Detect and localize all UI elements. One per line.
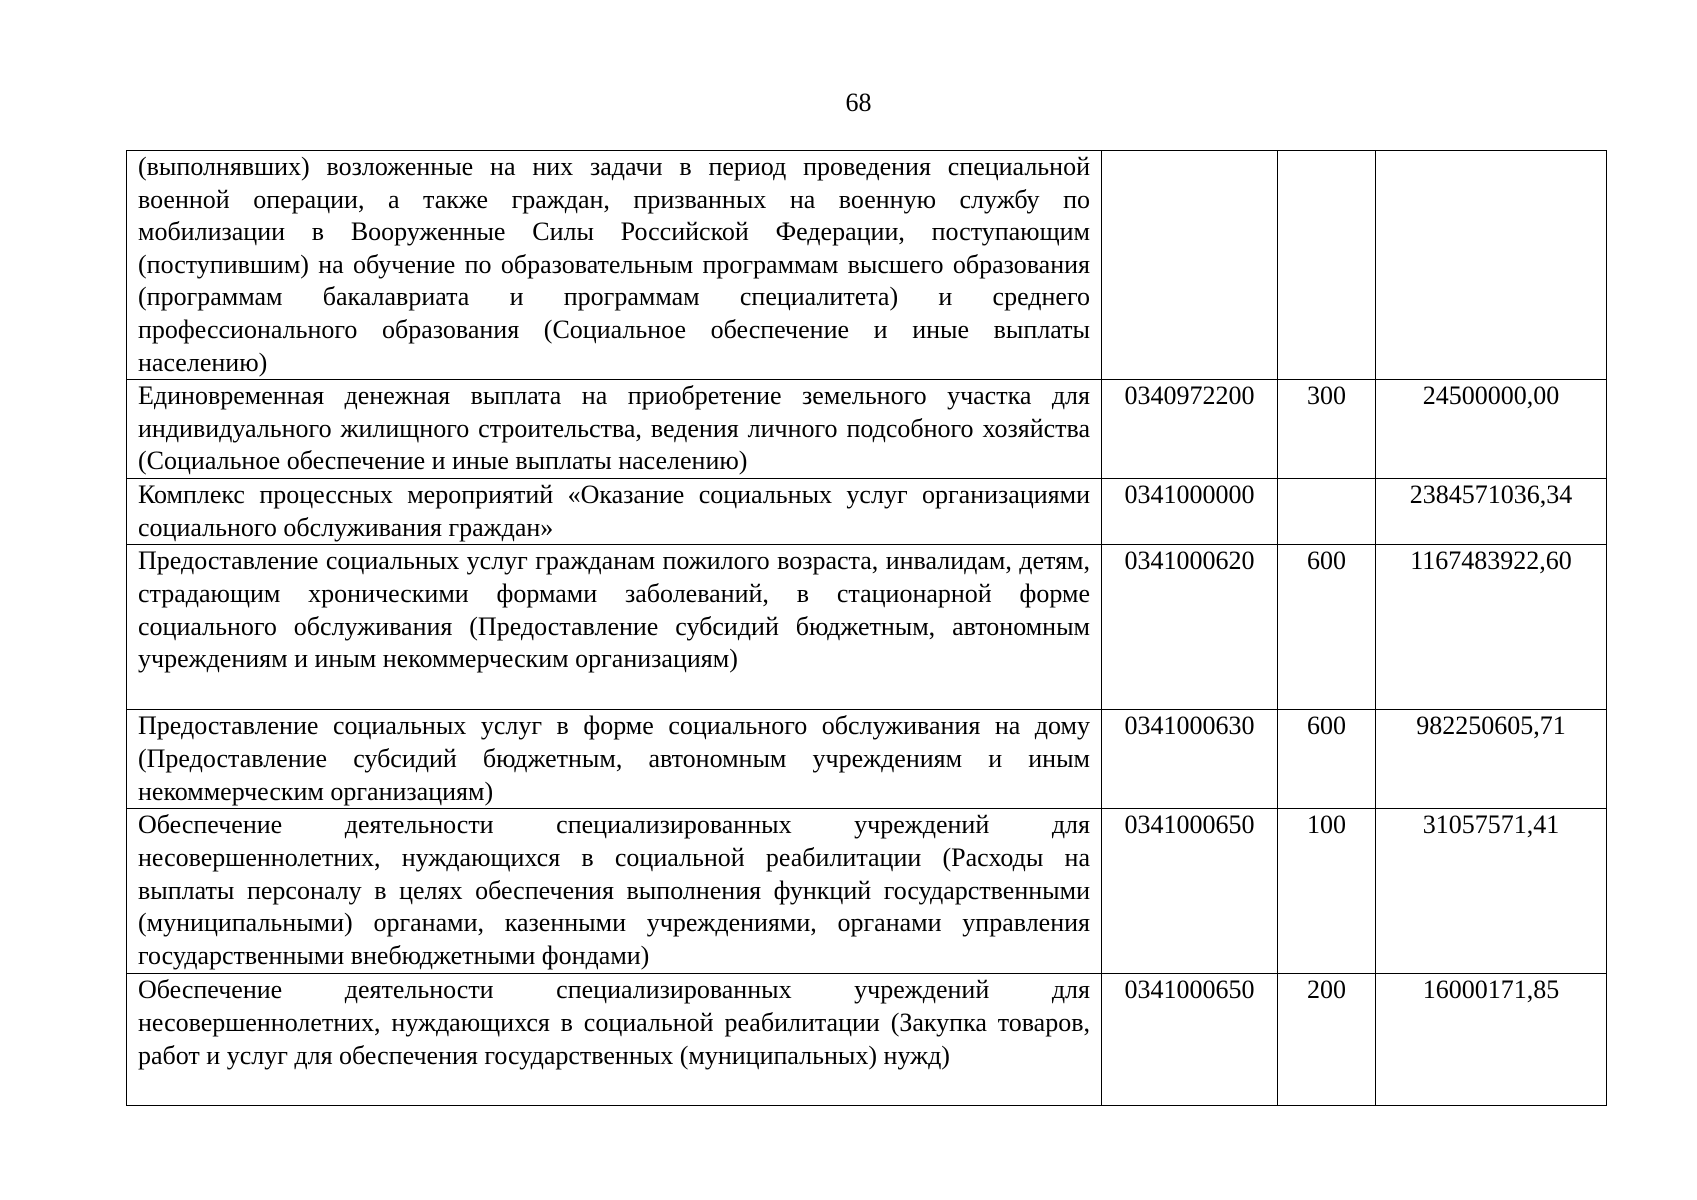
budget-table xyxy=(126,150,1607,1106)
row-expense-type xyxy=(1278,479,1376,545)
row-sum xyxy=(1376,151,1607,380)
row-name: Обеспечение деятельности специализированных учреждений для несовершеннолетних, нуждающихся в социальной реабилитации (Расходы на выплаты персоналу в целях обеспечения выполнения функций государственными (муниципальными) органами, казенными учреждениями, органами управления государственными внебюджетными фондами) xyxy=(127,809,1102,974)
page-number: 68 xyxy=(845,88,872,117)
row-code: 0341000620 xyxy=(1102,545,1278,710)
row-name: Предоставление социальных услуг гражданам пожилого возраста, инвалидам, детям, страдающим хроническими формами заболеваний, в стационарной форме социального обслуживания (Предоставление субсидий бюджетным, автономным учреждениям и иным некоммерческим организациям) xyxy=(127,545,1102,710)
row-name: Единовременная денежная выплата на приобретение земельного участка для индивидуального жилищного строительства, ведения личного подсобного хозяйства (Социальное обеспечение и иные выплаты населению) xyxy=(127,380,1102,479)
table-row xyxy=(127,545,1607,710)
table-row xyxy=(127,809,1607,974)
row-expense-type: 600 xyxy=(1278,545,1376,710)
row-sum: 31057571,41 xyxy=(1376,809,1607,974)
row-name: Предоставление социальных услуг в форме социального обслуживания на дому (Предоставление субсидий бюджетным, автономным учреждениям и иным некоммерческим организациям) xyxy=(127,710,1102,809)
table-row xyxy=(127,974,1607,1106)
row-code: 0340972200 xyxy=(1102,380,1278,479)
row-sum: 24500000,00 xyxy=(1376,380,1607,479)
row-name: Комплекс процессных мероприятий «Оказание социальных услуг организациями социального обслуживания граждан» xyxy=(127,479,1102,545)
table-row xyxy=(127,380,1607,479)
row-expense-type xyxy=(1278,151,1376,380)
row-name: Обеспечение деятельности специализированных учреждений для несовершеннолетних, нуждающихся в социальной реабилитации (Закупка товаров, работ и услуг для обеспечения государственных (муниципальных) нужд) xyxy=(127,974,1102,1106)
row-code xyxy=(1102,151,1278,380)
row-code: 0341000650 xyxy=(1102,974,1278,1106)
row-sum: 982250605,71 xyxy=(1376,710,1607,809)
row-expense-type: 200 xyxy=(1278,974,1376,1106)
row-sum: 2384571036,34 xyxy=(1376,479,1607,545)
row-expense-type: 100 xyxy=(1278,809,1376,974)
row-code: 0341000630 xyxy=(1102,710,1278,809)
table-row xyxy=(127,479,1607,545)
row-expense-type: 300 xyxy=(1278,380,1376,479)
row-sum: 16000171,85 xyxy=(1376,974,1607,1106)
row-code: 0341000000 xyxy=(1102,479,1278,545)
table-row xyxy=(127,710,1607,809)
row-name: (выполнявших) возложенные на них задачи в период проведения специальной военной операции, а также граждан, призванных на военную службу по мобилизации в Вооруженные Силы Российской Федерации, поступающим (поступившим) на обучение по образовательным программам высшего образования (программам бакалавриата и программам специалитета) и среднего профессионального образования (Социальное обеспечение и иные выплаты населению) xyxy=(127,151,1102,380)
row-code: 0341000650 xyxy=(1102,809,1278,974)
row-expense-type: 600 xyxy=(1278,710,1376,809)
table-row xyxy=(127,151,1607,380)
row-sum: 1167483922,60 xyxy=(1376,545,1607,710)
